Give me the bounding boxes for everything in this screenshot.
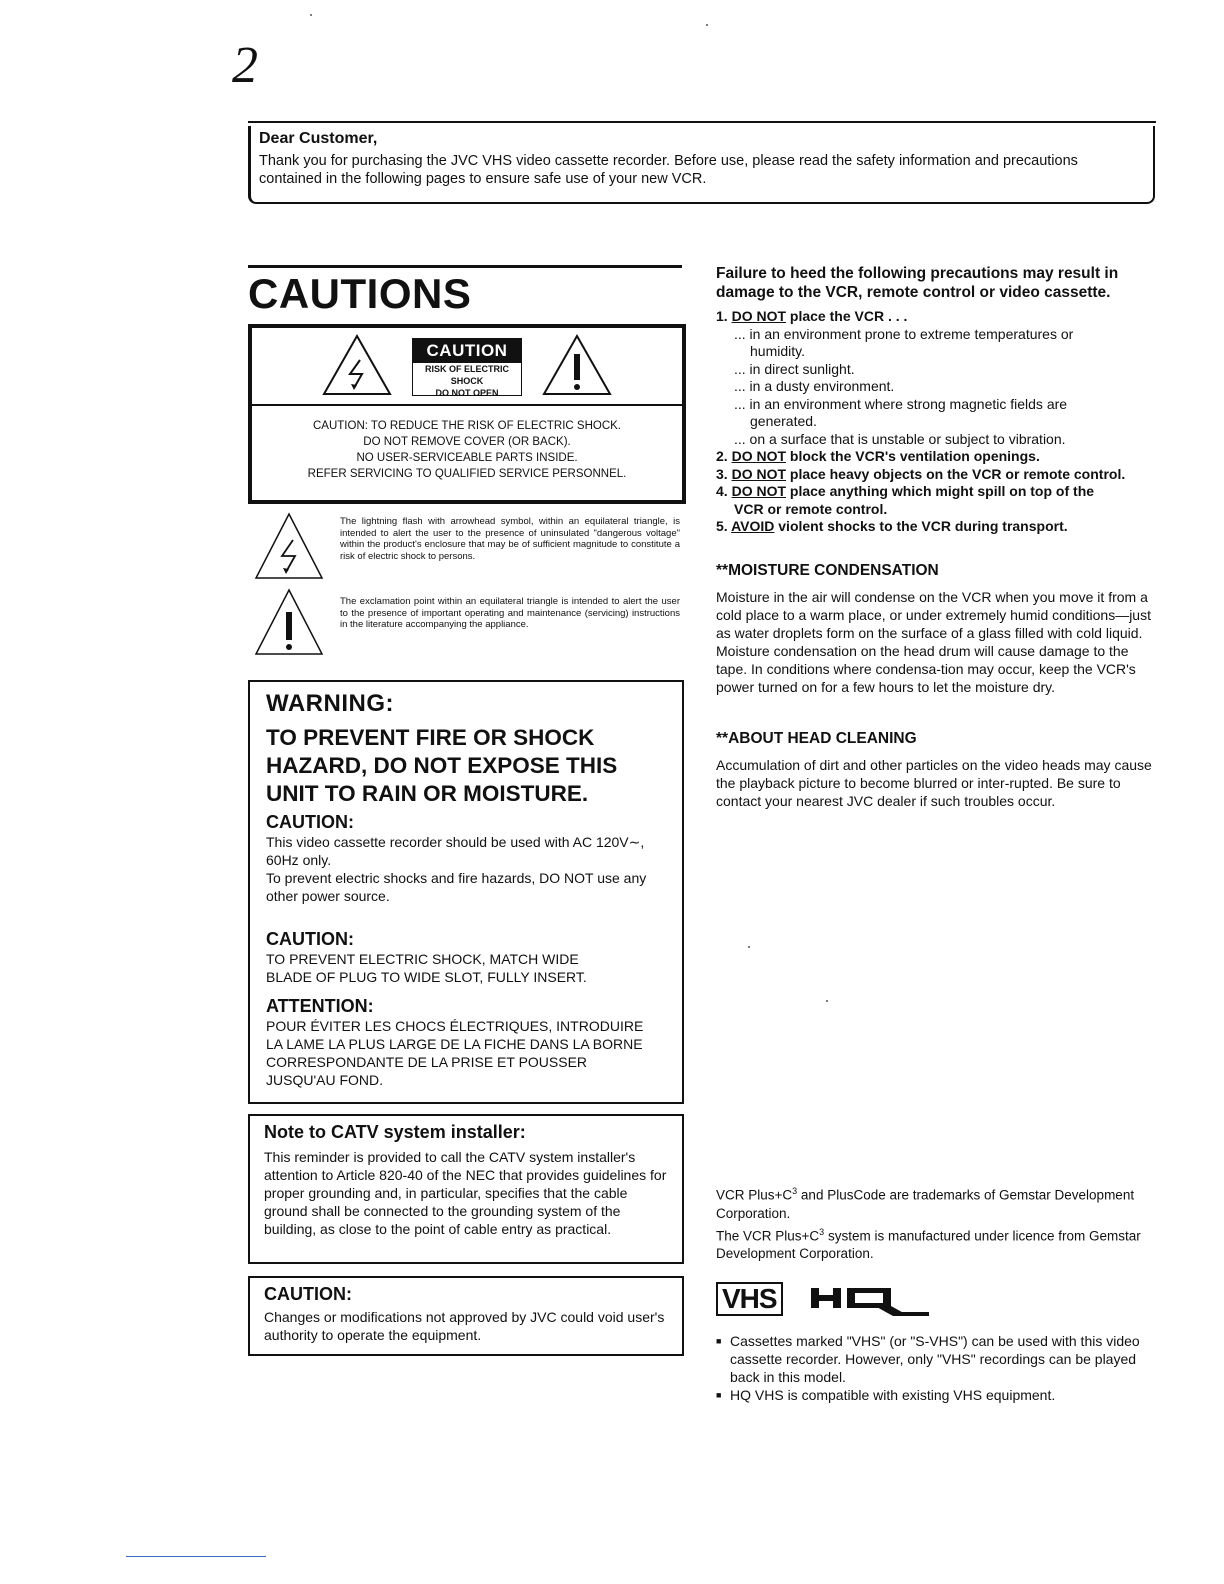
- precaution-sub: ... on a surface that is unstable or subject to vibration.: [734, 430, 1066, 447]
- page-number: 2: [232, 37, 258, 94]
- panel-line: NO USER-SERVICEABLE PARTS INSIDE.: [356, 452, 578, 464]
- cautions-rule: [248, 265, 682, 268]
- customer-box: [248, 126, 1155, 204]
- precaution-item-5: 5. AVOID violent shocks to the VCR during transport.: [716, 518, 1068, 534]
- caution-label-head: CAUTION: [413, 339, 521, 363]
- precaution-item-3: 3. DO NOT place heavy objects on the VCR or remote control.: [716, 465, 1126, 482]
- warning-title: WARNING:: [266, 690, 394, 717]
- caution-power-text: This video cassette recorder should be used with AC 120V∼, 60Hz only.: [266, 834, 645, 868]
- attention-heading: ATTENTION:: [266, 996, 374, 1016]
- top-rule: [248, 121, 1156, 123]
- plug-line: BLADE OF PLUG TO WIDE SLOT, FULLY INSERT.: [266, 969, 587, 985]
- customer-text: Thank you for purchasing the JVC VHS video cassette recorder. Before use, please read the safety information and precautions contained in the following pages to ensure safe use of your new VCR.: [259, 153, 1078, 187]
- trademark-note: [716, 1182, 1156, 1263]
- catv-text: This reminder is provided to call the CATV system installer's attention to Article 820-40 of the NEC that provides guidelines for proper grounding and, in particular, specifies that the cable ground shall be connected to the grounding system of the building, as close to the point of cable entry as practical.: [264, 1149, 667, 1237]
- precaution-item-1: 1. DO NOT place the VCR . . .: [716, 308, 908, 324]
- precautions-list: [716, 308, 1156, 536]
- head-cleaning-text: Accumulation of dirt and other particles on the video heads may cause the playback picture to become blurred or inter-rupted. Be sure to contact your nearest JVC dealer if such troubles occur.: [716, 757, 1152, 809]
- panel-line: CAUTION: TO REDUCE THE RISK OF ELECTRIC SHOCK.: [313, 420, 621, 432]
- speck: [706, 24, 708, 26]
- caution-heading: CAUTION:: [266, 929, 354, 949]
- modification-caution-text: Changes or modifications not approved by JVC could void user's authority to operate the equipment.: [264, 1309, 665, 1343]
- caution-heading: CAUTION:: [266, 812, 354, 832]
- warning-box: [248, 680, 684, 1104]
- caution-panel: [248, 324, 686, 504]
- precaution-item-2: 2. DO NOT block the VCR's ventilation openings.: [716, 448, 1040, 464]
- panel-line: DO NOT REMOVE COVER (OR BACK).: [363, 436, 571, 448]
- exclamation-triangle-icon: [254, 588, 324, 656]
- bullet-item: ■ HQ VHS is compatible with existing VHS equipment.: [716, 1386, 1156, 1404]
- warning-line: UNIT TO RAIN OR MOISTURE.: [266, 781, 589, 806]
- attention-line: POUR ÉVITER LES CHOCS ÉLECTRIQUES, INTRODUIRE: [266, 1018, 644, 1034]
- precaution-sub: ... in a dusty environment.: [734, 378, 895, 394]
- vhs-logo: VHS: [716, 1282, 783, 1316]
- precaution-sub: ... in an environment prone to extreme temperatures or: [734, 325, 1074, 342]
- precautions-heading: Failure to heed the following precautions may result in damage to the VCR, remote control or video cassette.: [716, 265, 1119, 301]
- trademark-line-2: The VCR $Plus+C^3$ system is manufactured under licence from Gemstar Development Corporation.: [716, 1226, 1141, 1261]
- caution-label-line1: RISK OF ELECTRIC SHOCK: [424, 364, 509, 386]
- speck: [310, 14, 312, 16]
- caution-panel-text: [252, 418, 682, 482]
- precaution-item-4: 4. DO NOT place anything which might spill on top of the: [716, 483, 1095, 499]
- caution-label: [412, 338, 522, 396]
- caution-label-line2: DO NOT OPEN: [435, 388, 499, 398]
- cassette-bullets: [716, 1332, 1156, 1404]
- warning-line: TO PREVENT FIRE OR SHOCK: [266, 725, 595, 750]
- precaution-sub: ... in direct sunlight.: [734, 360, 855, 377]
- modification-caution-box: [248, 1276, 684, 1356]
- bullet-item: ■ Cassettes marked "VHS" (or "S-VHS") can be used with this video cassette recorder. However, only "VHS" recordings can be played back in this model.: [716, 1332, 1156, 1386]
- caution-power-text2: To prevent electric shocks and fire hazards, DO NOT use any other power source.: [266, 870, 647, 904]
- warning-line: HAZARD, DO NOT EXPOSE THIS: [266, 753, 618, 778]
- lightning-triangle-icon: [322, 334, 392, 396]
- precaution-sub: generated.: [750, 413, 817, 429]
- moisture-text: Moisture in the air will condense on the VCR when you move it from a cold place to a warm place, or under extremely humid conditions—just as water droplets form on the surface of a glass filled with cold liquid. Moisture condensation on the head drum will cause damage to the tape. In conditions where condensa-tion may occur, keep the VCR's power turned on for a few hours to let the moisture dry.: [716, 589, 1151, 695]
- precaution-sub: humidity.: [750, 343, 805, 359]
- precaution-item-4-cont: VCR or remote control.: [734, 500, 888, 517]
- catv-title: Note to CATV system installer:: [264, 1122, 526, 1142]
- precaution-sub: ... in an environment where strong magnetic fields are: [734, 395, 1068, 412]
- speck: [826, 1000, 828, 1002]
- attention-line: LA LAME LA PLUS LARGE DE LA FICHE DANS LA BORNE: [266, 1036, 643, 1052]
- footer-line: [126, 1556, 266, 1557]
- moisture-heading: **MOISTURE CONDENSATION: [716, 562, 939, 579]
- lightning-symbol-note: The lightning flash with arrowhead symbol, within an equilateral triangle, is intended to alert the user to the presence of uninsulated "dangerous voltage" within the product's enclosure that may be of sufficient magnitude to constitute a risk of electric shock to persons.: [340, 516, 680, 562]
- hq-logo-icon: [809, 1282, 929, 1322]
- lightning-triangle-icon: [254, 512, 324, 580]
- panel-divider: [252, 404, 682, 406]
- attention-line: JUSQU'AU FOND.: [266, 1072, 384, 1088]
- trademark-line-1: VCR $Plus+C^3$ and PlusCode are trademarks of Gemstar Development Corporation.: [716, 1186, 1135, 1221]
- logo-row: [716, 1282, 1156, 1322]
- head-cleaning-heading: **ABOUT HEAD CLEANING: [716, 730, 917, 747]
- catv-note-box: [248, 1114, 684, 1264]
- panel-line: REFER SERVICING TO QUALIFIED SERVICE PERSONNEL.: [307, 468, 627, 480]
- exclamation-symbol-note: The exclamation point within an equilateral triangle is intended to alert the user to the presence of important operating and maintenance (servicing) instructions in the literature accompanying the appliance.: [340, 596, 680, 630]
- attention-line: CORRESPONDANTE DE LA PRISE ET POUSSER: [266, 1054, 588, 1070]
- cautions-heading: CAUTIONS: [248, 270, 472, 317]
- modification-caution-title: CAUTION:: [264, 1284, 352, 1304]
- plug-line: TO PREVENT ELECTRIC SHOCK, MATCH WIDE: [266, 951, 579, 967]
- speck: [748, 946, 750, 948]
- customer-title: Dear Customer,: [259, 130, 378, 147]
- exclamation-triangle-icon: [542, 334, 612, 396]
